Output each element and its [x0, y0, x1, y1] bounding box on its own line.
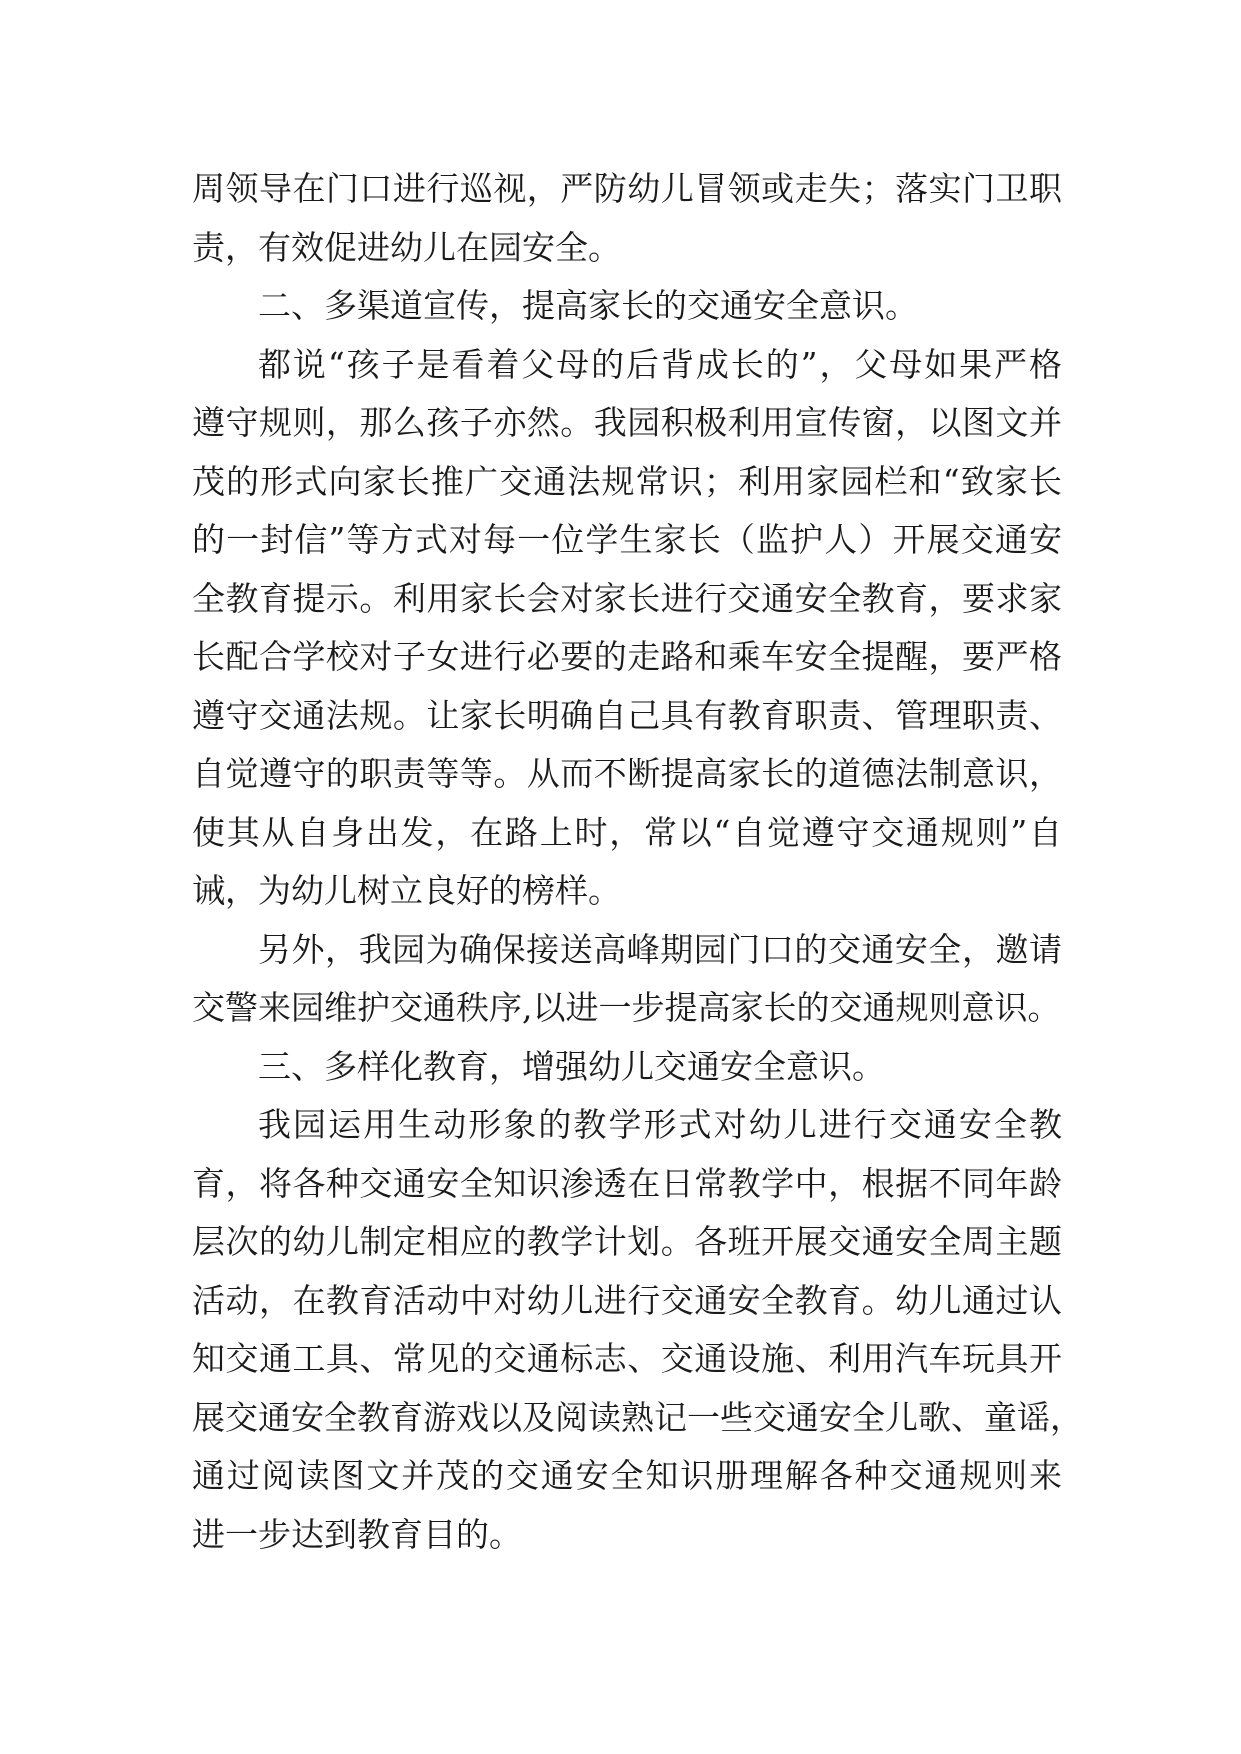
- text-line: 周领导在门口进行巡视，严防幼儿冒领或走失；落实门卫职: [192, 169, 1062, 208]
- text-line: 展交通安全教育游戏以及阅读熟记一些交通安全儿歌、童谣，: [192, 1397, 1083, 1437]
- text-line: 活动，在教育活动中对幼儿进行交通安全教育。幼儿通过认: [192, 1280, 1062, 1320]
- text-line: 全教育提示。利用家长会对家长进行交通安全教育，要求家: [192, 578, 1062, 618]
- text-line: 都说“孩子是看着父母的后背成长的”，父母如果严格: [258, 344, 1062, 384]
- text-line: 二、多渠道宣传，提高家长的交通安全意识。: [258, 286, 918, 325]
- text-line: 使其从自身出发，在路上时，常以“自觉遵守交通规则”自: [192, 812, 1062, 852]
- text-line: 诫，为幼儿树立良好的榜样。: [192, 871, 621, 910]
- text-line: 我园运用生动形象的教学形式对幼儿进行交通安全教: [258, 1105, 1062, 1144]
- text-line: 茂的形式向家长推广交通法规常识；利用家园栏和“致家长: [192, 461, 1062, 501]
- text-line: 遵守交通法规。让家长明确自己具有教育职责、管理职责、: [192, 695, 1062, 735]
- text-line: 长配合学校对子女进行必要的走路和乘车安全提醒，要严格: [192, 637, 1062, 676]
- text-line: 另外，我园为确保接送高峰期园门口的交通安全，邀请: [258, 929, 1062, 969]
- text-line: 遵守规则，那么孩子亦然。我园积极利用宣传窗，以图文并: [192, 403, 1062, 442]
- text-line: 知交通工具、常见的交通标志、交通设施、利用汽车玩具开: [192, 1339, 1062, 1378]
- text-line: 三、多样化教育，增强幼儿交通安全意识。: [258, 1046, 885, 1086]
- text-line: 通过阅读图文并茂的交通安全知识册理解各种交通规则来: [192, 1456, 1062, 1495]
- text-line: 进一步达到教育目的。: [192, 1514, 522, 1554]
- text-line: 育，将各种交通安全知识渗透在日常教学中，根据不同年龄: [192, 1163, 1062, 1203]
- text-line: 责，有效促进幼儿在园安全。: [192, 227, 621, 267]
- text-line: 交警来园维护交通秩序,以进一步提高家长的交通规则意识。: [192, 988, 1061, 1027]
- body-text: [192, 160, 1083, 1564]
- text-line: 的一封信”等方式对每一位学生家长（监护人）开展交通安: [192, 520, 1062, 559]
- text-line: 层次的幼儿制定相应的教学计划。各班开展交通安全周主题: [192, 1222, 1062, 1261]
- text-line: 自觉遵守的职责等等。从而不断提高家长的道德法制意识，: [192, 754, 1062, 793]
